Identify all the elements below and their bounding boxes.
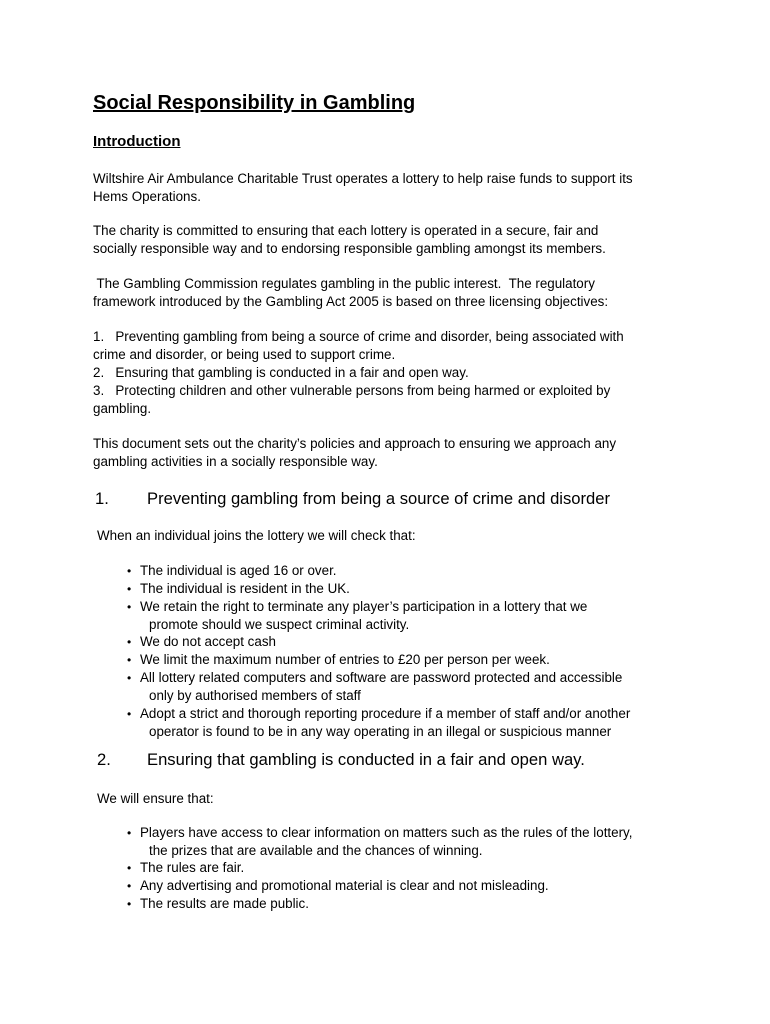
section-2-number: 2. [97,750,111,769]
s1-bullet-3-line-1: We retain the right to terminate any player’s participation in a lottery that we [140,599,588,614]
bullet-icon: • [127,826,132,840]
page-title: Social Responsibility in Gambling [93,92,416,114]
intro-para-1-line-1: Wiltshire Air Ambulance Charitable Trust operates a lottery to help raise funds to support its [93,171,633,186]
s2-bullet-3: Any advertising and promotional material is clear and not misleading. [140,878,549,893]
s1-bullet-7-line-1: Adopt a strict and thorough reporting procedure if a member of staff and/or another [140,706,631,721]
intro-para-4-line-2: gambling activities in a socially responsible way. [93,454,378,469]
bullet-icon: • [127,653,132,667]
s2-bullet-1-line-1: Players have access to clear information on matters such as the rules of the lottery, [140,825,633,840]
objective-line-3: 2. Ensuring that gambling is conducted in a fair and open way. [93,365,469,380]
section-2-heading: Ensuring that gambling is conducted in a fair and open way. [147,750,585,769]
intro-para-4-line-1: This document sets out the charity’s policies and approach to ensuring we approach any [93,436,617,451]
section-2-lead: We will ensure that: [97,791,214,806]
section-1-lead: When an individual joins the lottery we will check that: [97,528,416,543]
bullet-icon: • [127,600,132,614]
intro-para-1-line-2: Hems Operations. [93,189,201,204]
bullet-icon: • [127,861,132,875]
s1-bullet-6-line-1: All lottery related computers and software are password protected and accessible [140,670,623,685]
s1-bullet-5: We limit the maximum number of entries to £20 per person per week. [140,652,550,667]
bullet-icon: • [127,707,132,721]
s1-bullet-6-line-2: only by authorised members of staff [149,688,361,703]
intro-para-3-line-2: framework introduced by the Gambling Act 2005 is based on three licensing objectives: [93,294,609,309]
s1-bullet-1: The individual is aged 16 or over. [140,563,337,578]
objective-line-2: crime and disorder, or being used to support crime. [93,347,396,362]
objective-line-4: 3. Protecting children and other vulnerable persons from being harmed or exploited by [93,383,611,398]
s1-bullet-2: The individual is resident in the UK. [140,581,350,596]
objective-line-5: gambling. [93,401,152,416]
intro-para-2-line-2: socially responsible way and to endorsing responsible gambling amongst its members. [93,241,606,256]
section-1-heading: Preventing gambling from being a source of crime and disorder [147,489,611,508]
objective-line-1: 1. Preventing gambling from being a source of crime and disorder, being associated with [93,329,624,344]
s2-bullet-2: The rules are fair. [140,860,245,875]
introduction-heading: Introduction [93,133,181,150]
intro-para-2-line-1: The charity is committed to ensuring that each lottery is operated in a secure, fair and [93,223,599,238]
bullet-icon: • [127,671,132,685]
bullet-icon: • [127,897,132,911]
s1-bullet-3-line-2: promote should we suspect criminal activity. [149,617,410,632]
s1-bullet-4: We do not accept cash [140,634,276,649]
intro-para-3-line-1: The Gambling Commission regulates gambling in the public interest. The regulatory [93,276,595,291]
s1-bullet-7-line-2: operator is found to be in any way operating in an illegal or suspicious manner [149,724,612,739]
bullet-icon: • [127,564,132,578]
bullet-icon: • [127,582,132,596]
s2-bullet-1-line-2: the prizes that are available and the chances of winning. [149,843,483,858]
bullet-icon: • [127,879,132,893]
s2-bullet-4: The results are made public. [140,896,309,911]
bullet-icon: • [127,635,132,649]
section-1-number: 1. [95,489,109,508]
